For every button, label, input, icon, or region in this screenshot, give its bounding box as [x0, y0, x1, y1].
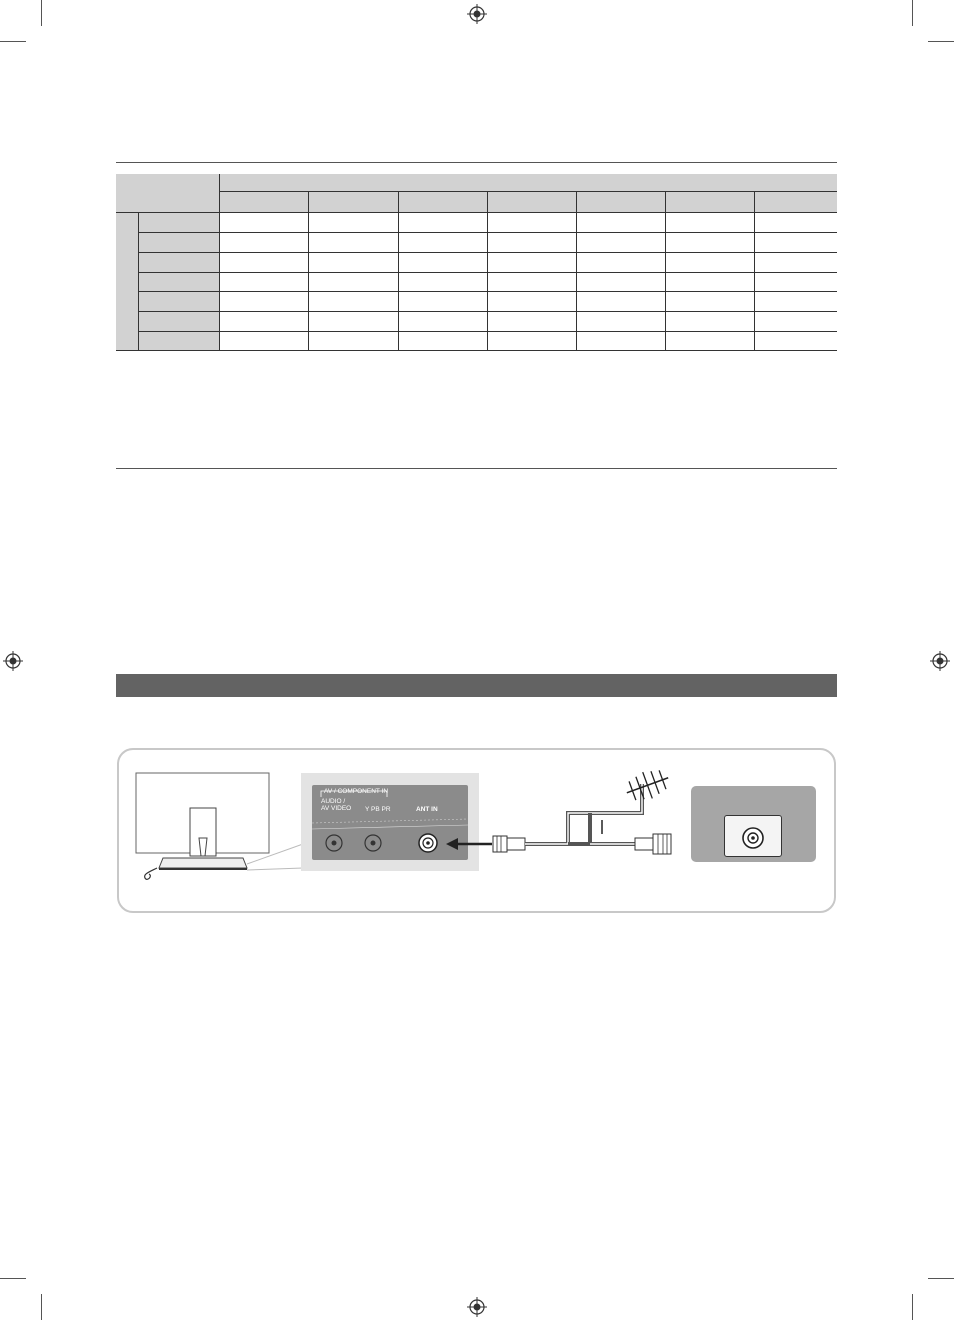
wall-jack-icon [740, 825, 766, 851]
component-jack-icon [365, 835, 381, 851]
crop-mark-top-left-h [0, 41, 26, 42]
registration-mark-icon [467, 1297, 487, 1317]
antenna-icon [622, 770, 673, 806]
table-top-rule [116, 162, 837, 163]
crop-mark-top-right [912, 0, 913, 26]
section-heading-bar [116, 674, 837, 697]
table-line [116, 212, 837, 213]
av-component-in-label: AV / COMPONENT IN [324, 788, 389, 795]
component-ypbpr-label: Y PB PR [365, 806, 391, 813]
coaxial-connector-icon [493, 836, 525, 852]
crop-mark-bottom-left-h [0, 1278, 26, 1279]
registration-mark-icon [467, 4, 487, 24]
table-line [576, 191, 577, 351]
table-line [116, 350, 837, 351]
coaxial-connector-icon [635, 834, 671, 854]
av-video-jack-icon [326, 835, 342, 851]
table-header-band [116, 174, 837, 213]
crop-mark-top-right-h [928, 41, 954, 42]
spec-table [116, 174, 837, 351]
ant-in-jack-icon [419, 834, 437, 852]
table-line [219, 174, 220, 351]
crop-mark-bottom-right-h [928, 1278, 954, 1279]
table-row-group-column [116, 213, 138, 351]
cable-assembly [440, 770, 680, 870]
tv-icon [135, 772, 305, 884]
registration-mark-icon [3, 651, 23, 671]
crop-mark-bottom-left [41, 1294, 42, 1320]
table-line [487, 191, 488, 351]
registration-mark-icon [930, 651, 950, 671]
table-line [398, 191, 399, 351]
table-line [754, 191, 755, 351]
table-line [219, 191, 837, 192]
table-line [665, 191, 666, 351]
arrow-icon [446, 838, 492, 850]
crop-mark-top-left [41, 0, 42, 26]
audio-av-video-label: AUDIO / AV VIDEO [321, 798, 352, 812]
table-line [308, 191, 309, 351]
section-divider-rule [116, 468, 837, 469]
crop-mark-bottom-right [912, 1294, 913, 1320]
table-line [138, 213, 139, 351]
ant-in-label: ANT IN [416, 806, 438, 813]
